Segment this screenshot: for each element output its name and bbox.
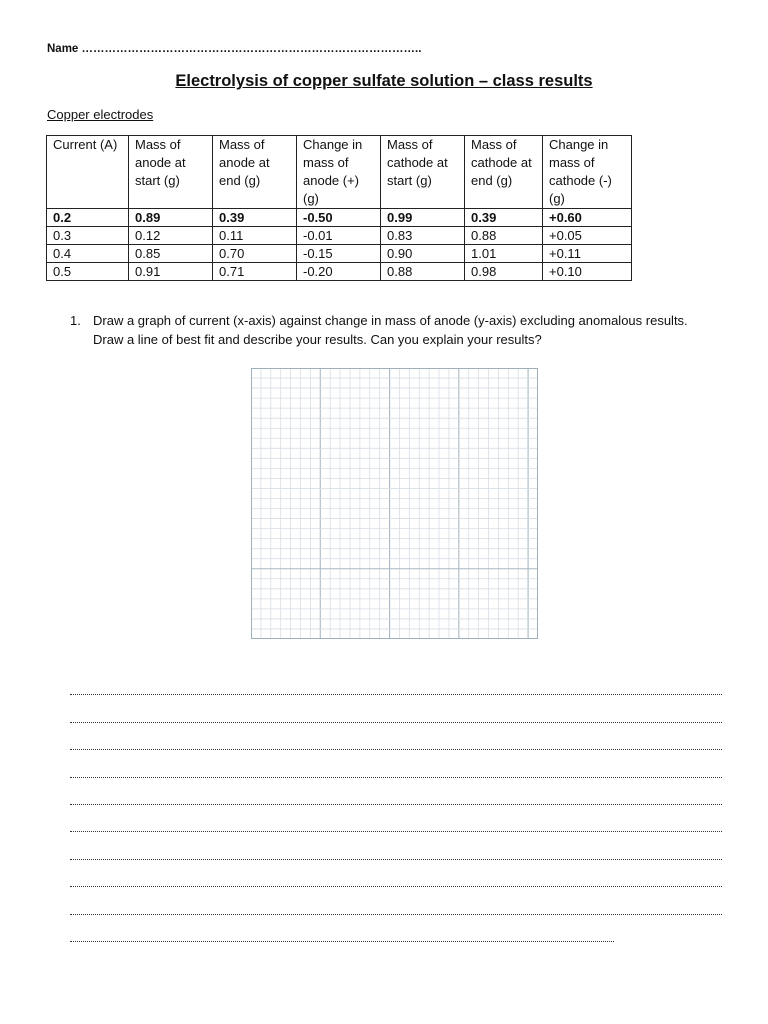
answer-line[interactable] — [70, 832, 722, 859]
table-cell: 0.5 — [47, 263, 129, 281]
table-cell: 0.85 — [129, 245, 213, 263]
answer-line[interactable] — [70, 860, 722, 887]
table-row — [47, 263, 632, 281]
header-cathode-start: Mass of cathode at start (g) — [381, 136, 465, 209]
header-cathode-end: Mass of cathode at end (g) — [465, 136, 543, 209]
table-cell: +0.11 — [543, 245, 632, 263]
table-cell: 0.89 — [129, 209, 213, 227]
table-cell: 0.83 — [381, 227, 465, 245]
answer-line[interactable] — [70, 695, 722, 722]
table-cell: 0.90 — [381, 245, 465, 263]
table-cell: 0.99 — [381, 209, 465, 227]
answer-line[interactable] — [70, 750, 722, 777]
table-body — [47, 209, 632, 281]
answer-line[interactable] — [70, 723, 722, 750]
answer-line[interactable] — [70, 915, 614, 942]
answer-line[interactable] — [70, 668, 722, 695]
table-cell: +0.60 — [543, 209, 632, 227]
table-cell: -0.01 — [297, 227, 381, 245]
table-cell: 0.71 — [213, 263, 297, 281]
table-cell: 0.98 — [465, 263, 543, 281]
table-cell: 0.88 — [381, 263, 465, 281]
table-cell: 0.39 — [465, 209, 543, 227]
question-text: Draw a graph of current (x-axis) against change in mass of anode (y-axis) excluding anomalous results. Draw a line of best fit and describe your results. Can you explain your results? — [93, 313, 688, 347]
header-anode-end: Mass of anode at end (g) — [213, 136, 297, 209]
question-number: 1. — [70, 313, 81, 328]
table-cell: 0.2 — [47, 209, 129, 227]
header-anode-change: Change in mass of anode (+) (g) — [297, 136, 381, 209]
answer-lines[interactable] — [70, 668, 722, 942]
table-cell: 0.88 — [465, 227, 543, 245]
table-cell: 0.39 — [213, 209, 297, 227]
table-cell: -0.50 — [297, 209, 381, 227]
answer-line[interactable] — [70, 805, 722, 832]
header-current: Current (A) — [47, 136, 129, 209]
table-cell: 0.4 — [47, 245, 129, 263]
table-row — [47, 227, 632, 245]
table-header-row — [47, 136, 632, 209]
graph-paper-grid[interactable] — [251, 368, 538, 639]
table-cell: -0.20 — [297, 263, 381, 281]
name-field-label[interactable]: Name …………………………………………………………………………….. — [47, 43, 422, 55]
table-cell: 0.70 — [213, 245, 297, 263]
section-subtitle: Copper electrodes — [47, 107, 154, 122]
table-row — [47, 209, 632, 227]
answer-line[interactable] — [70, 887, 722, 914]
table-cell: +0.10 — [543, 263, 632, 281]
table-cell: -0.15 — [297, 245, 381, 263]
table-cell: 1.01 — [465, 245, 543, 263]
table-cell: +0.05 — [543, 227, 632, 245]
table-cell: 0.3 — [47, 227, 129, 245]
results-table — [46, 135, 632, 281]
page-title: Electrolysis of copper sulfate solution – class results — [175, 72, 593, 90]
answer-line[interactable] — [70, 778, 722, 805]
grid-border — [252, 369, 538, 639]
table-cell: 0.11 — [213, 227, 297, 245]
table-row — [47, 245, 632, 263]
header-anode-start: Mass of anode at start (g) — [129, 136, 213, 209]
table-cell: 0.91 — [129, 263, 213, 281]
header-cathode-change: Change in mass of cathode (-) (g) — [543, 136, 632, 209]
table-cell: 0.12 — [129, 227, 213, 245]
